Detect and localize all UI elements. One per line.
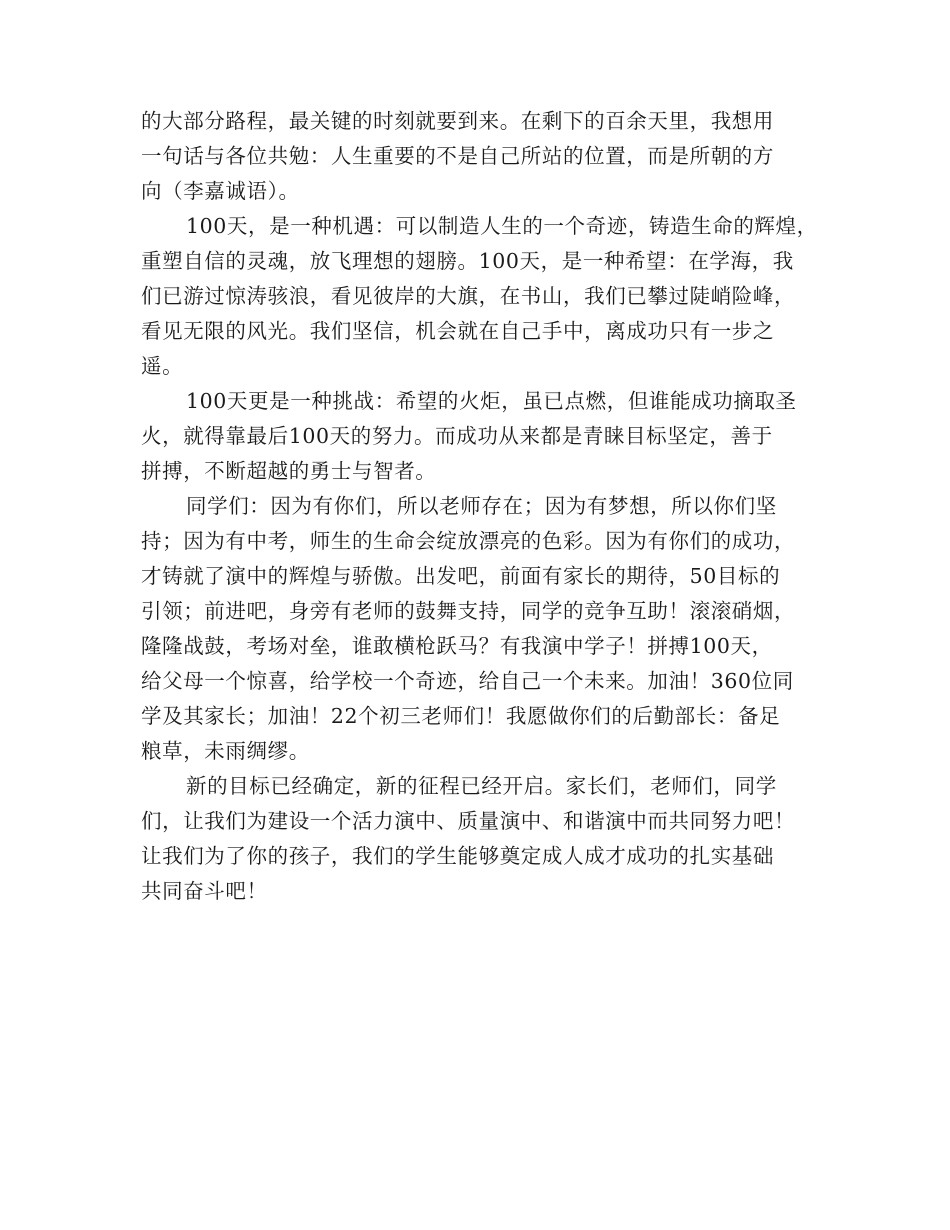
paragraph-3: [141, 384, 821, 489]
text-line: 粮草，未雨绸缪。: [141, 739, 310, 763]
text-line: 看见无限的风光。我们坚信，机会就在自己手中，离成功只有一步之: [141, 319, 774, 343]
text-line: 隆隆战鼓，考场对垒，谁敢横枪跃马？有我演中学子！拼搏100天，: [141, 634, 773, 658]
text-line: 新的目标已经确定，新的征程已经开启。家长们，老师们，同学: [186, 774, 777, 798]
text-line: 给父母一个惊喜，给学校一个奇迹，给自己一个未来。加油！360位同: [141, 669, 794, 693]
paragraph-4: [141, 489, 821, 769]
text-line: 向（李嘉诚语）。: [141, 179, 300, 203]
text-line: 们已游过惊涛骇浪，看见彼岸的大旗，在书山，我们已攀过陡峭险峰，: [141, 284, 796, 308]
text-line: 拼搏，不断超越的勇士与智者。: [141, 459, 437, 483]
text-line: 100天，是一种机遇：可以制造人生的一个奇迹，铸造生命的辉煌，: [186, 214, 818, 238]
text-line: 才铸就了演中的辉煌与骄傲。出发吧，前面有家长的期待，50目标的: [141, 564, 781, 588]
text-line: 们，让我们为建设一个活力演中、质量演中、和谐演中而共同努力吧！: [141, 809, 796, 833]
text-line: 同学们：因为有你们，所以老师存在；因为有梦想，所以你们坚: [186, 494, 777, 518]
document-body: [141, 104, 821, 909]
paragraph-2: [141, 209, 821, 384]
paragraph-5: [141, 769, 821, 909]
text-line: 的大部分路程，最关键的时刻就要到来。在剩下的百余天里，我想用: [141, 109, 774, 133]
text-line: 100天更是一种挑战：希望的火炬，虽已点燃，但谁能成功摘取圣: [186, 389, 797, 413]
text-line: 重塑自信的灵魂，放飞理想的翅膀。100天，是一种希望：在学海，我: [141, 249, 794, 273]
text-line: 共同奋斗吧！: [141, 879, 268, 903]
text-line: 学及其家长；加油！22个初三老师们！我愿做你们的后勤部长：备足: [141, 704, 781, 728]
text-line: 持；因为有中考，师生的生命会绽放漂亮的色彩。因为有你们的成功，: [141, 529, 796, 553]
paragraph-1: [141, 104, 821, 209]
text-line: 让我们为了你的孩子，我们的学生能够奠定成人成才成功的扎实基础: [141, 844, 774, 868]
text-line: 火，就得靠最后100天的努力。而成功从来都是青睐目标坚定，善于: [141, 424, 773, 448]
text-line: 一句话与各位共勉：人生重要的不是自己所站的位置，而是所朝的方: [141, 144, 774, 168]
text-line: 遥。: [141, 354, 184, 378]
text-line: 引领；前进吧，身旁有老师的鼓舞支持，同学的竞争互助！滚滚硝烟，: [141, 599, 796, 623]
